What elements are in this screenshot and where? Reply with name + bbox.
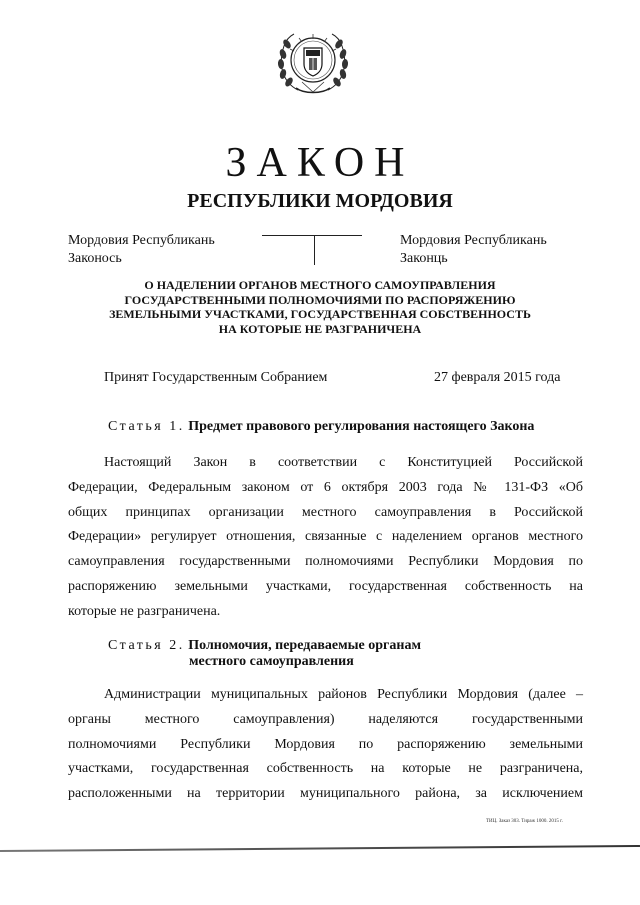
article-2-line: органы местного самоуправления) наделяются государственными: [68, 711, 583, 727]
erzya-title-line1: Мордовия Республикань: [400, 233, 547, 248]
article-2-title-line1: Полномочия, передаваемые органам: [188, 638, 422, 653]
law-title-line3: ЗЕМЕЛЬНЫМИ УЧАСТКАМИ, ГОСУДАРСТВЕННАЯ СОБСТВЕННОСТЬ: [109, 307, 531, 321]
article-1-label: Статья 1.: [108, 419, 185, 434]
article-1-text: [68, 451, 583, 625]
article-1-line: самоуправления государственными полномочиями Республики Мордовия по: [68, 554, 583, 570]
article-1-heading: [108, 418, 534, 436]
article-1-line: Настоящий Закон в соответствии с Конституцией Российской: [104, 455, 583, 470]
erzya-title-line2: Законць: [400, 251, 448, 266]
article-2-label: Статья 2.: [108, 638, 185, 653]
law-title-line1: О НАДЕЛЕНИИ ОРГАНОВ МЕСТНОГО САМОУПРАВЛЕНИЯ: [144, 278, 496, 292]
print-footer-note: ТИЦ. Заказ 303. Тираж 1000. 2015 г.: [486, 819, 563, 824]
article-1-title: Предмет правового регулирования настоящего Закона: [188, 419, 535, 434]
title-divider-vertical: [314, 235, 315, 265]
document-title: ЗАКОН: [225, 140, 415, 186]
article-1-line: распоряжению земельными участками, государственная собственность на: [68, 578, 583, 594]
article-1-line: общих принципах организации местного самоуправления в Российской: [68, 504, 583, 520]
article-1-line: которые не разграничена.: [68, 603, 221, 619]
moksha-title-line2: Законось: [68, 251, 122, 266]
moksha-title-block: [68, 232, 215, 268]
scan-edge-line: [0, 845, 640, 852]
article-1-line: Федерации» регулирует отношения, связанные с наделением органов местного: [68, 529, 583, 545]
document-subtitle: РЕСПУБЛИКИ МОРДОВИЯ: [187, 190, 453, 212]
title-divider-horizontal: [262, 235, 362, 236]
law-title-line4: НА КОТОРЫЕ НЕ РАЗГРАНИЧЕНА: [218, 321, 422, 336]
article-2-line: участками, государственная собственность на которые не разграничена,: [68, 761, 583, 777]
article-1-line: Федерации, Федеральным законом от 6 октября 2003 года № 131-ФЗ «Об: [68, 479, 583, 495]
adopted-by: Принят Государственным Собранием: [104, 370, 328, 385]
article-2-line: полномочиями Республики Мордовия по распоряжению земельными: [68, 736, 583, 752]
moksha-title-line1: Мордовия Республикань: [68, 233, 215, 248]
article-2-line: Администрации муниципальных районов Республики Мордовия (далее –: [104, 687, 583, 702]
article-2-text: [68, 683, 583, 807]
adoption-date: 27 февраля 2015 года: [434, 370, 561, 385]
coat-of-arms-icon: [272, 24, 354, 98]
law-title-line2: ГОСУДАРСТВЕННЫМИ ПОЛНОМОЧИЯМИ ПО РАСПОРЯЖЕНИЮ: [124, 292, 516, 307]
article-2-line: расположенными на территории муниципального района, за исключением: [68, 786, 583, 802]
law-title: [0, 278, 640, 336]
erzya-title-block: [400, 232, 547, 268]
article-2-title-line2: местного самоуправления: [189, 654, 354, 669]
